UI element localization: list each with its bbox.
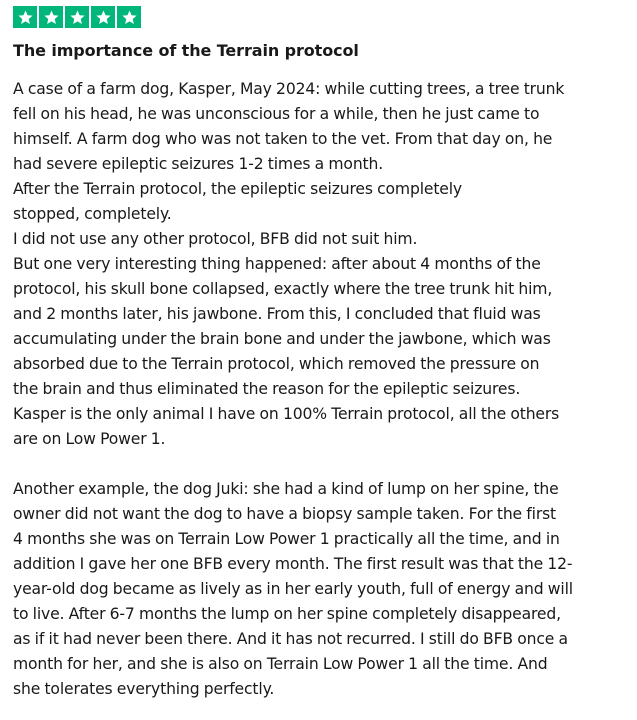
review-text-line: absorbed due to the Terrain protocol, which removed the pressure on (13, 355, 540, 373)
review-text-line: A case of a farm dog, Kasper, May 2024: while cutting trees, a tree trunk (13, 80, 565, 98)
review-text-line: fell on his head, he was unconscious for a while, then he just came to (13, 105, 540, 123)
star-rating (13, 6, 625, 28)
star-icon (65, 6, 89, 28)
review-title: The importance of the Terrain protocol (13, 41, 359, 60)
star-icon (91, 6, 115, 28)
review-text-line: are on Low Power 1. (13, 430, 166, 448)
review-text-line: addition I gave her one BFB every month. The first result was that the 12- (13, 555, 573, 573)
review-card (13, 6, 625, 702)
review-text-line: as if it had never been there. And it has not recurred. I still do BFB once a (13, 630, 568, 648)
review-text-line: and 2 months later, his jawbone. From this, I concluded that fluid was (13, 305, 541, 323)
review-text-line: I did not use any other protocol, BFB did not suit him. (13, 230, 418, 248)
review-text-line: month for her, and she is also on Terrain Low Power 1 all the time. And (13, 655, 548, 673)
review-text-line: But one very interesting thing happened: after about 4 months of the (13, 255, 541, 273)
review-text-line: stopped, completely. (13, 205, 172, 223)
review-text-line: had severe epileptic seizures 1-2 times a month. (13, 155, 384, 173)
review-text-line: 4 months she was on Terrain Low Power 1 practically all the time, and in (13, 530, 560, 548)
review-paragraph-1 (13, 77, 625, 452)
review-text-line: to live. After 6-7 months the lump on her spine completely disappeared, (13, 605, 561, 623)
star-icon (117, 6, 141, 28)
review-text-line: Another example, the dog Juki: she had a kind of lump on her spine, the (13, 480, 559, 498)
review-text-line: year-old dog became as lively as in her early youth, full of energy and will (13, 580, 573, 598)
review-text-line: owner did not want the dog to have a biopsy sample taken. For the first (13, 505, 557, 523)
review-paragraph-2 (13, 477, 625, 702)
review-text-line: she tolerates everything perfectly. (13, 680, 275, 698)
star-icon (39, 6, 63, 28)
review-text-line: himself. A farm dog who was not taken to the vet. From that day on, he (13, 130, 553, 148)
review-text-line: Kasper is the only animal I have on 100% Terrain protocol, all the others (13, 405, 560, 423)
star-icon (13, 6, 37, 28)
review-text-line: the brain and thus eliminated the reason for the epileptic seizures. (13, 380, 521, 398)
paragraph-spacer (13, 452, 625, 477)
review-text-line: After the Terrain protocol, the epileptic seizures completely (13, 180, 463, 198)
review-text-line: accumulating under the brain bone and under the jawbone, which was (13, 330, 551, 348)
review-body (13, 77, 625, 702)
review-text-line: protocol, his skull bone collapsed, exactly where the tree trunk hit him, (13, 280, 553, 298)
